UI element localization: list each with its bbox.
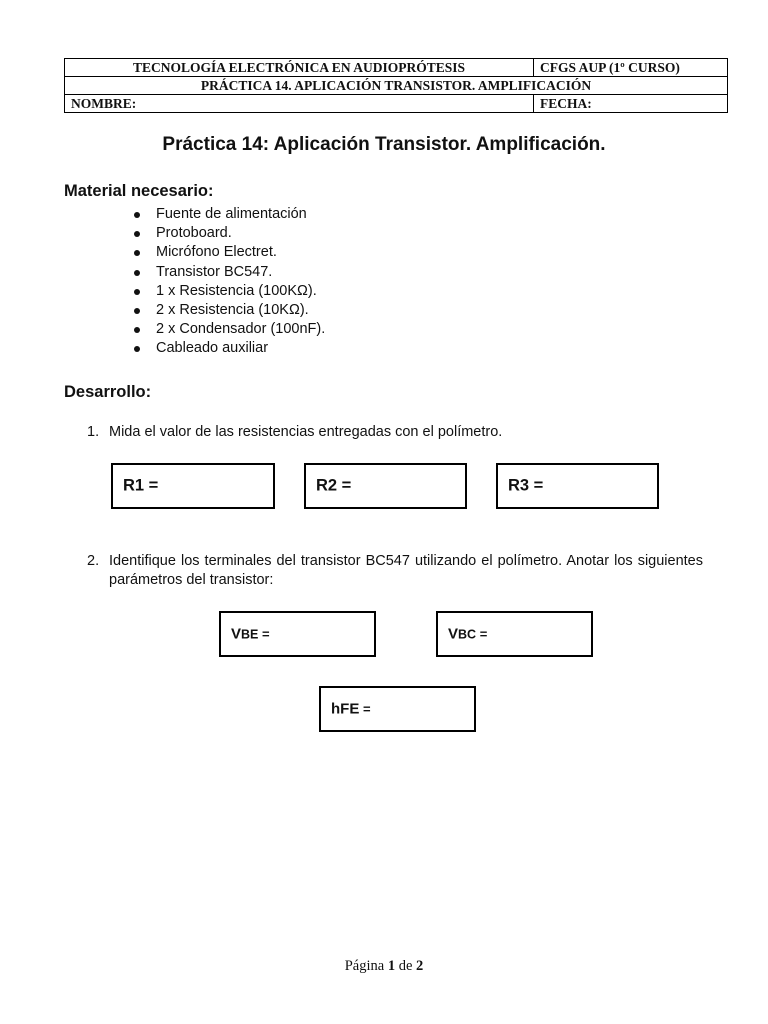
list-item: Micrófono Electret. [132,243,325,262]
r1-box[interactable] [111,463,275,509]
r1-label: R1 = [123,476,159,495]
bullet-icon [134,308,140,314]
r3-box[interactable] [496,463,659,509]
r3-label: R3 = [508,476,544,495]
course-title: TECNOLOGÍA ELECTRÓNICA EN AUDIOPRÓTESIS [65,59,534,77]
bullet-icon [134,327,140,333]
vbc-box[interactable] [436,611,593,657]
vbc-label: VBC = [448,625,488,643]
material-heading: Material necesario: [64,182,214,200]
bullet-icon [134,346,140,352]
list-item: Protoboard. [132,224,325,243]
hfe-box[interactable] [319,686,476,732]
hfe-label: hFE = [331,700,371,718]
page-footer: Página 1 de 2 [344,958,424,974]
list-item: 1 x Resistencia (100KΩ). [132,282,325,301]
material-list [132,205,325,359]
r2-box[interactable] [304,463,467,509]
r2-label: R2 = [316,476,352,495]
bullet-icon [134,270,140,276]
bullet-icon [134,289,140,295]
practice-title: PRÁCTICA 14. APLICACIÓN TRANSISTOR. AMPLIFICACIÓN [65,77,728,95]
page-title: Práctica 14: Aplicación Transistor. Amplificación. [162,134,606,155]
course-level: CFGS AUP (1º CURSO) [534,59,728,77]
name-field[interactable]: NOMBRE: [65,95,534,113]
header-table [64,58,728,113]
list-item: 2 x Condensador (100nF). [132,320,325,339]
bullet-icon [134,212,140,218]
list-item: Transistor BC547. [132,263,325,282]
development-heading: Desarrollo: [64,383,152,401]
bullet-icon [134,250,140,256]
date-field[interactable]: FECHA: [534,95,728,113]
bullet-icon [134,231,140,237]
vbe-label: VBE = [231,625,270,643]
list-item: Fuente de alimentación [132,205,325,224]
vbe-box[interactable] [219,611,376,657]
list-item: Cableado auxiliar [132,339,325,358]
list-item: 2 x Resistencia (10KΩ). [132,301,325,320]
step-2: 2. Identifique los terminales del transistor BC547 utilizando el polímetro. Anotar los siguientes parámetros del transistor: [87,553,703,588]
